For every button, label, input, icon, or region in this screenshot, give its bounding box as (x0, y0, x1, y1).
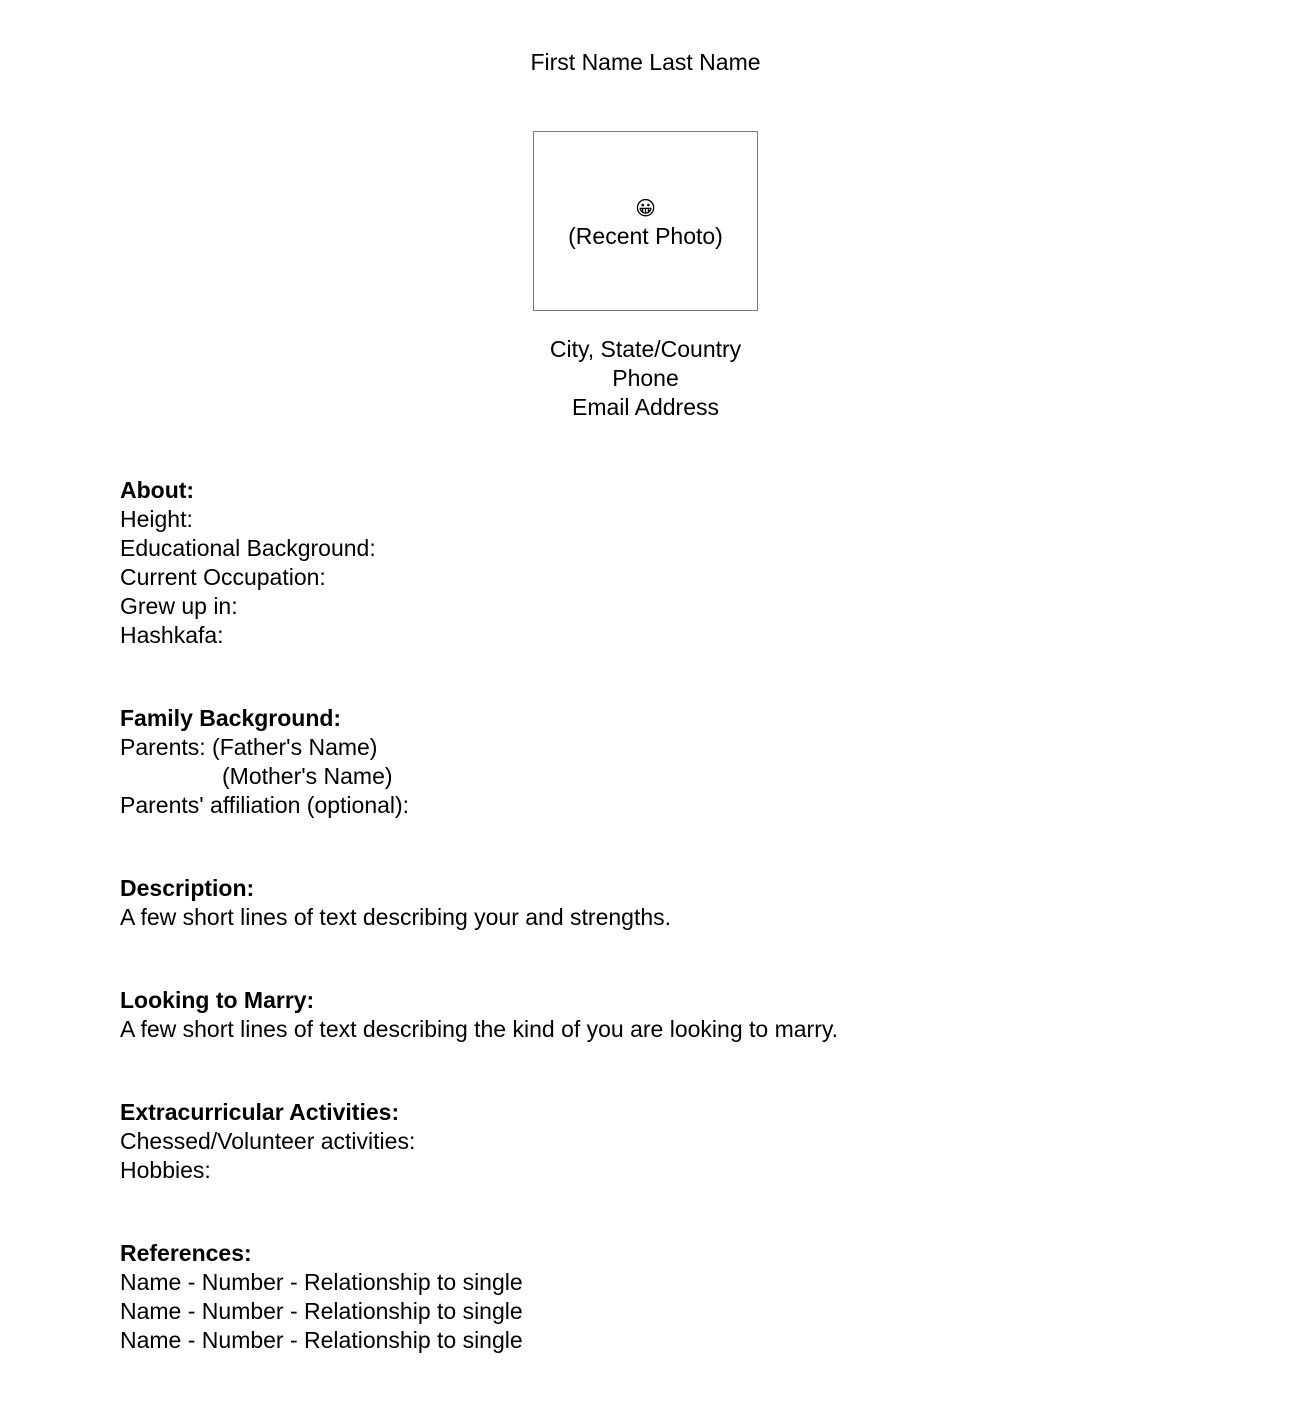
reference-item: Name - Number - Relationship to single (120, 1327, 523, 1353)
references-heading: References: (120, 1240, 252, 1266)
family-section (120, 704, 1220, 820)
about-section (120, 476, 1220, 650)
family-heading: Family Background: (120, 705, 342, 731)
extracurricular-section (120, 1098, 1220, 1185)
description-section (120, 874, 1220, 932)
references-section (120, 1239, 1220, 1355)
about-grew-up: Grew up in: (120, 593, 238, 619)
contact-location: City, State/Country (549, 336, 742, 362)
extracurricular-heading: Extracurricular Activities: (120, 1099, 400, 1125)
contact-email: Email Address (571, 394, 719, 420)
description-heading: Description: (120, 875, 255, 901)
contact-info (0, 335, 1291, 422)
photo-caption: (Recent Photo) (568, 223, 723, 249)
about-education: Educational Background: (120, 535, 376, 561)
about-hashkafa: Hashkafa: (120, 622, 224, 648)
looking-to-marry-heading: Looking to Marry: (120, 987, 315, 1013)
reference-item: Name - Number - Relationship to single (120, 1298, 523, 1324)
family-parents-mother: (Mother's Name) (222, 763, 393, 789)
looking-to-marry-text: A few short lines of text describing the kind of you are looking to marry. (120, 1016, 839, 1042)
grinning-face-icon: 😀 (635, 198, 656, 220)
looking-to-marry-section (120, 986, 1220, 1044)
profile-name: First Name Last Name (530, 49, 761, 75)
reference-item: Name - Number - Relationship to single (120, 1269, 523, 1295)
photo-placeholder (533, 131, 758, 311)
about-occupation: Current Occupation: (120, 564, 326, 590)
family-affiliation: Parents' affiliation (optional): (120, 792, 410, 818)
about-heading: About: (120, 477, 195, 503)
extracurricular-chessed: Chessed/Volunteer activities: (120, 1128, 416, 1154)
extracurricular-hobbies: Hobbies: (120, 1157, 211, 1183)
description-text: A few short lines of text describing your and strengths. (120, 904, 672, 930)
about-height: Height: (120, 506, 193, 532)
family-parents-father: Parents: (Father's Name) (120, 734, 378, 760)
contact-phone: Phone (612, 365, 679, 391)
